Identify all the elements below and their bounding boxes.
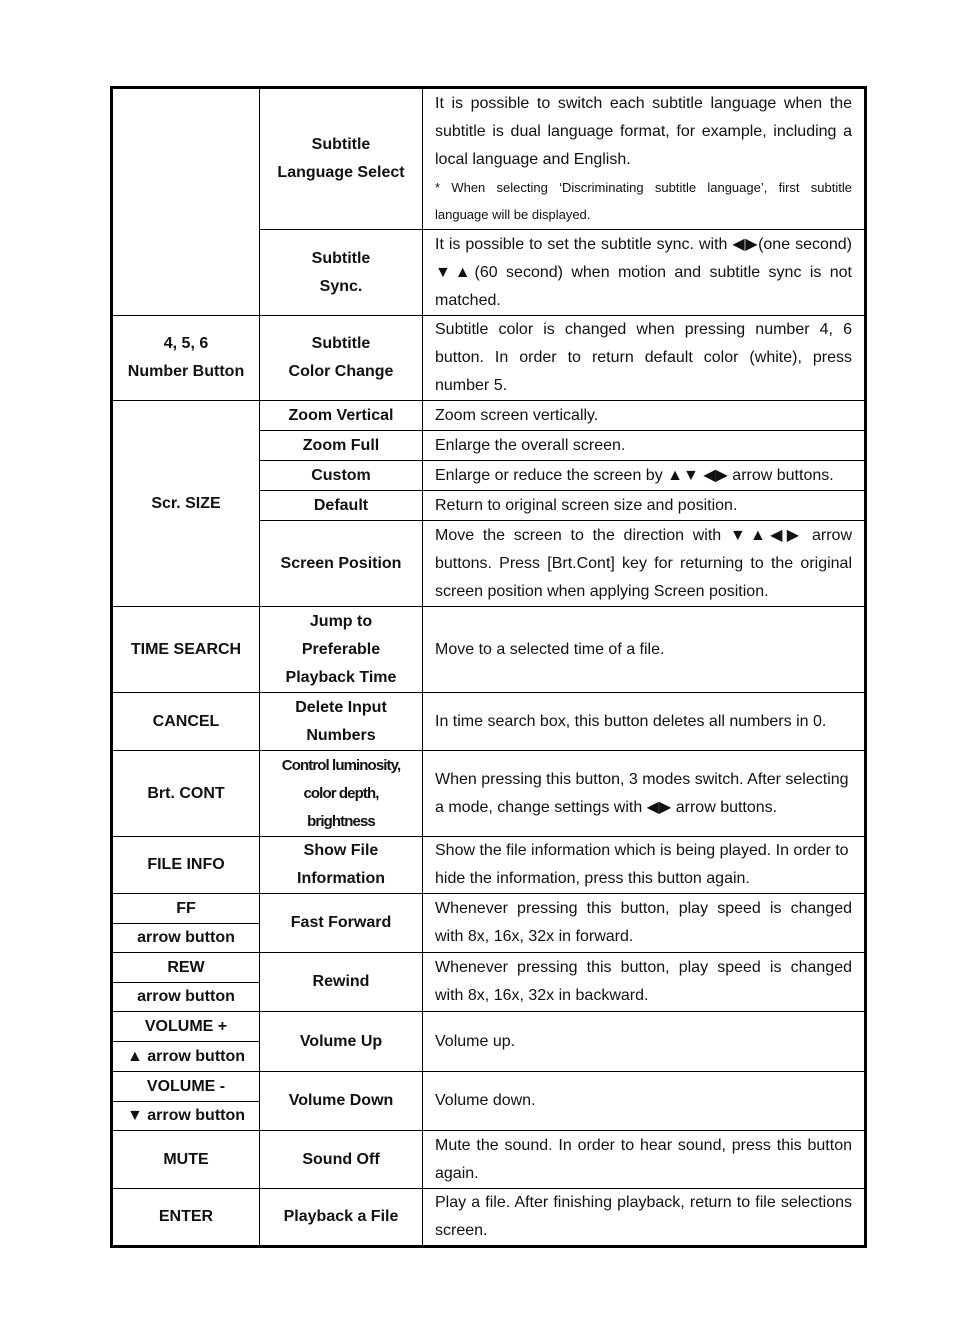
description-cell: Volume up. xyxy=(423,1012,866,1072)
table-row xyxy=(112,894,866,924)
description-line: When pressing this button, 3 modes switch. After selecting xyxy=(435,770,849,788)
function-label: brightness xyxy=(307,812,375,830)
function-label: Sync. xyxy=(319,277,363,295)
function-label: Control luminosity, xyxy=(281,756,401,774)
remote-function-table xyxy=(110,86,867,1248)
table-row xyxy=(112,1131,866,1189)
table-row xyxy=(112,1012,866,1042)
table-row xyxy=(112,88,866,230)
function-label: Information xyxy=(297,870,385,887)
function-label: Numbers xyxy=(306,726,376,744)
key-label: Number Button xyxy=(127,363,245,380)
key-cell: arrow button xyxy=(112,983,260,1012)
function-cell: Rewind xyxy=(260,953,423,1012)
table-row xyxy=(112,953,866,983)
key-cell: TIME SEARCH xyxy=(112,607,260,693)
function-cell: Screen Position xyxy=(260,521,423,607)
function-label: Language Select xyxy=(277,164,405,181)
table-row xyxy=(112,607,866,693)
table-row xyxy=(112,1072,866,1102)
key-cell: MUTE xyxy=(112,1131,260,1189)
table-row xyxy=(112,316,866,401)
function-cell xyxy=(260,88,423,230)
function-cell: Volume Down xyxy=(260,1072,423,1131)
description-cell: Move to a selected time of a file. xyxy=(423,607,866,693)
function-label: Color Change xyxy=(288,363,394,380)
function-cell: Playback a File xyxy=(260,1189,423,1247)
function-cell: Fast Forward xyxy=(260,894,423,953)
function-label: color depth, xyxy=(303,784,379,802)
table-row xyxy=(112,1189,866,1247)
function-cell: Zoom Vertical xyxy=(260,401,423,431)
function-cell xyxy=(260,316,423,401)
key-cell: VOLUME - xyxy=(112,1072,260,1102)
function-label: Playback Time xyxy=(285,668,397,686)
function-label: Show File xyxy=(303,842,379,859)
table-row xyxy=(112,401,866,431)
key-cell: FF xyxy=(112,894,260,924)
function-label: Subtitle xyxy=(311,249,371,267)
key-cell: arrow button xyxy=(112,924,260,953)
function-label: Preferable xyxy=(301,640,381,658)
description-cell: Volume down. xyxy=(423,1072,866,1131)
function-label: Subtitle xyxy=(311,335,371,352)
function-cell: Zoom Full xyxy=(260,431,423,461)
function-cell xyxy=(260,607,423,693)
description-line: a mode, change settings with ◀▶ arrow buttons. xyxy=(435,798,778,816)
description-cell: Play a file. After finishing playback, return to file selections screen. xyxy=(423,1189,866,1247)
key-cell: Scr. SIZE xyxy=(112,401,260,607)
description-cell: Show the file information which is being played. In order to hide the information, press this button again. xyxy=(423,837,866,894)
function-label: Delete Input xyxy=(295,698,387,716)
description-cell: Enlarge or reduce the screen by ▲▼ ◀▶ arrow buttons. xyxy=(423,461,866,491)
key-cell: CANCEL xyxy=(112,693,260,751)
description-cell xyxy=(423,88,866,230)
key-cell: ▼ arrow button xyxy=(112,1102,260,1131)
key-cell: VOLUME + xyxy=(112,1012,260,1042)
function-label: Jump to xyxy=(309,612,373,630)
description-cell: Subtitle color is changed when pressing number 4, 6 button. In order to return default color (white), press number 5. xyxy=(423,316,866,401)
description-cell xyxy=(423,751,866,837)
description-cell: Whenever pressing this button, play speed is changed with 8x, 16x, 32x in forward. xyxy=(423,894,866,953)
description-cell: Zoom screen vertically. xyxy=(423,401,866,431)
table-row xyxy=(112,693,866,751)
description-cell: It is possible to set the subtitle sync. with ◀▶(one second) ▼▲(60 second) when motion and subtitle sync is not matched. xyxy=(423,230,866,316)
table-row xyxy=(112,751,866,837)
key-cell: ENTER xyxy=(112,1189,260,1247)
function-cell: Sound Off xyxy=(260,1131,423,1189)
description-note: * When selecting ‘Discriminating subtitle language’, first subtitle language will be displayed. xyxy=(435,180,852,222)
key-cell xyxy=(112,316,260,401)
description-cell: Whenever pressing this button, play speed is changed with 8x, 16x, 32x in backward. xyxy=(423,953,866,1012)
description-cell: Mute the sound. In order to hear sound, press this button again. xyxy=(423,1131,866,1189)
function-cell xyxy=(260,837,423,894)
description-text: It is possible to switch each subtitle language when the subtitle is dual language format, for example, including a local language and English. xyxy=(435,95,852,168)
key-cell: Brt. CONT xyxy=(112,751,260,837)
table-row xyxy=(112,837,866,894)
description-cell: Enlarge the overall screen. xyxy=(423,431,866,461)
function-cell xyxy=(260,751,423,837)
function-cell: Custom xyxy=(260,461,423,491)
description-cell: Move the screen to the direction with ▼▲◀▶ arrow buttons. Press [Brt.Cont] key for returning to the original screen position when applying Screen position. xyxy=(423,521,866,607)
function-label: Subtitle xyxy=(311,136,371,153)
function-cell: Volume Up xyxy=(260,1012,423,1072)
key-cell: FILE INFO xyxy=(112,837,260,894)
function-cell: Default xyxy=(260,491,423,521)
function-cell xyxy=(260,230,423,316)
description-cell: In time search box, this button deletes all numbers in 0. xyxy=(423,693,866,751)
key-label: 4, 5, 6 xyxy=(163,335,209,352)
function-cell xyxy=(260,693,423,751)
description-cell: Return to original screen size and position. xyxy=(423,491,866,521)
key-cell: ▲ arrow button xyxy=(112,1042,260,1072)
key-cell: REW xyxy=(112,953,260,983)
key-cell-blank xyxy=(112,88,260,316)
